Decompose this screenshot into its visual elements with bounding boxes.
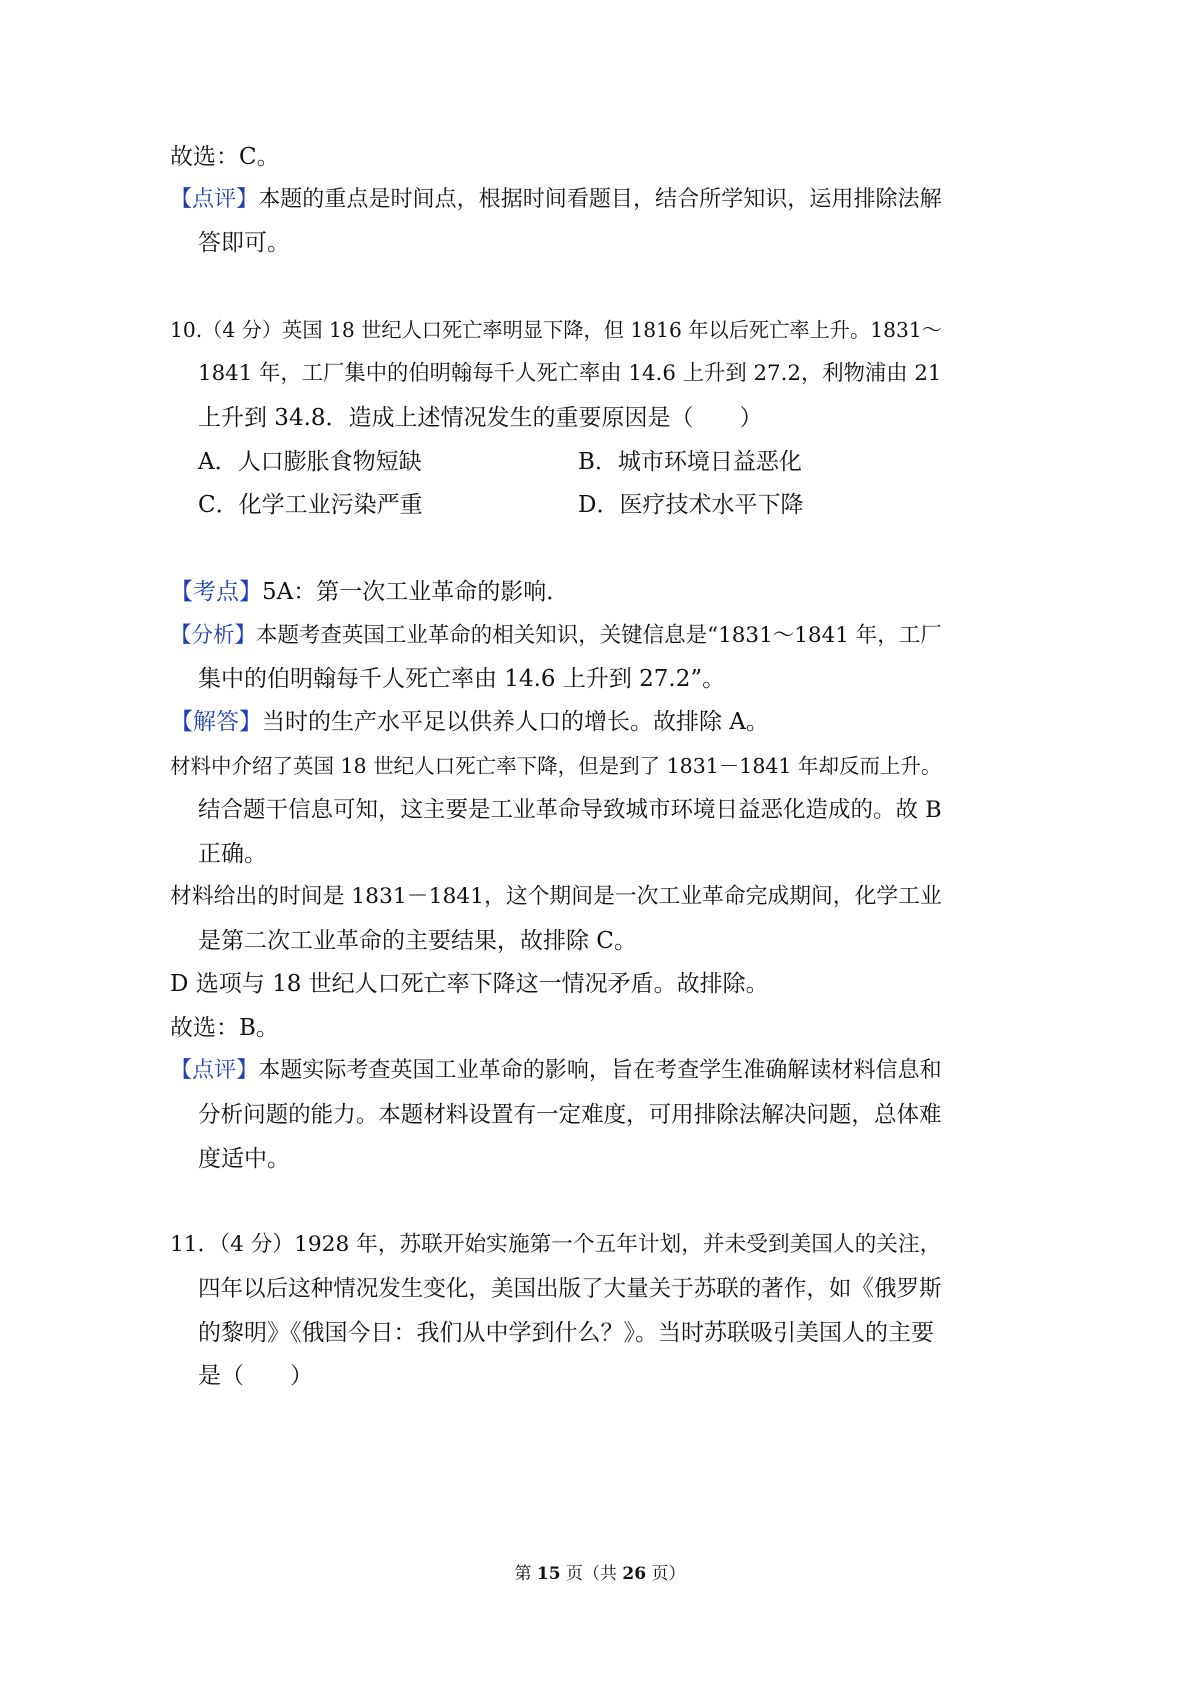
q10-option-c: C．化学工业污染严重 xyxy=(198,492,423,518)
q10-kaodian: 【考点】5A：第一次工业革命的影响． xyxy=(170,579,570,605)
comment-tag: 【点评】 xyxy=(170,187,259,212)
q11-stem-line: 四年以后这种情况发生变化，美国出版了大量关于苏联的著作，如《俄罗斯 xyxy=(198,1276,942,1302)
q10-para1-line: 结合题干信息可知，这主要是工业革命导致城市环境日益恶化造成的。故 B xyxy=(198,797,942,823)
q10-stem-line: 上升到 34.8．造成上述情况发生的重要原因是（ ） xyxy=(198,405,763,431)
q10-option-a: A．人口膨胀食物短缺 xyxy=(198,449,422,475)
q11-stem-line: 是（ ） xyxy=(198,1363,313,1389)
q10-comment-line: 【点评】本题实际考查英国工业革命的影响，旨在考查学生准确解读材料信息和 xyxy=(170,1058,942,1083)
q11-stem-line: 的黎明》《俄国今日：我们从中学到什么？》。当时苏联吸引美国人的主要 xyxy=(198,1320,934,1346)
q10-comment-line: 度适中。 xyxy=(198,1146,290,1172)
q10-fenxi-line: 【分析】本题考查英国工业革命的相关知识，关键信息是“1831～1841 年，工厂 xyxy=(170,623,942,648)
q10-stem-line: 1841 年，工厂集中的伯明翰每千人死亡率由 14.6 上升到 27.2，利物浦由 21 xyxy=(198,361,942,386)
page-total: 26 xyxy=(622,1564,647,1584)
fenxi-tag: 【分析】 xyxy=(170,623,256,648)
jieda-tag: 【解答】 xyxy=(170,709,262,735)
q10-para1-line: 材料中介绍了英国 18 世纪人口死亡率下降，但是到了 1831－1841 年却反而上升。 xyxy=(170,754,942,778)
prev-comment-line: 【点评】本题的重点是时间点，根据时间看题目，结合所学知识，运用排除法解 xyxy=(170,187,942,212)
page-number: 15 xyxy=(536,1564,561,1584)
q10-para2-line: 材料给出的时间是 1831－1841，这个期间是一次工业革命完成期间，化学工业 xyxy=(170,884,942,909)
kaodian-tag: 【考点】 xyxy=(170,579,262,605)
q10-para1-line: 正确。 xyxy=(198,841,267,867)
q10-option-d: D．医疗技术水平下降 xyxy=(578,492,804,518)
q10-para3: D 选项与 18 世纪人口死亡率下降这一情况矛盾。故排除。 xyxy=(170,971,769,997)
q10-option-b: B．城市环境日益恶化 xyxy=(578,449,802,475)
page-footer: 第 15 页（共 26 页） xyxy=(514,1564,686,1584)
q11-stem-line: 11．（4 分）1928 年，苏联开始实施第一个五年计划，并未受到美国人的关注， xyxy=(170,1232,942,1257)
q10-answer: 故选：B。 xyxy=(170,1015,279,1041)
q10-comment-line: 分析问题的能力。本题材料设置有一定难度，可用排除法解决问题，总体难 xyxy=(198,1102,942,1128)
q10-jieda: 【解答】当时的生产水平足以供养人口的增长。故排除 A。 xyxy=(170,709,769,735)
prev-comment-line: 答即可。 xyxy=(198,230,290,256)
q10-fenxi-line: 集中的伯明翰每千人死亡率由 14.6 上升到 27.2”。 xyxy=(198,666,726,692)
q10-para2-line: 是第二次工业革命的主要结果，故排除 C。 xyxy=(198,928,637,954)
q10-stem-line: 10.（4 分）英国 18 世纪人口死亡率明显下降，但 1816 年以后死亡率上升。1831～ xyxy=(170,318,942,342)
comment-tag: 【点评】 xyxy=(170,1058,259,1083)
prev-answer: 故选：C。 xyxy=(170,144,280,170)
